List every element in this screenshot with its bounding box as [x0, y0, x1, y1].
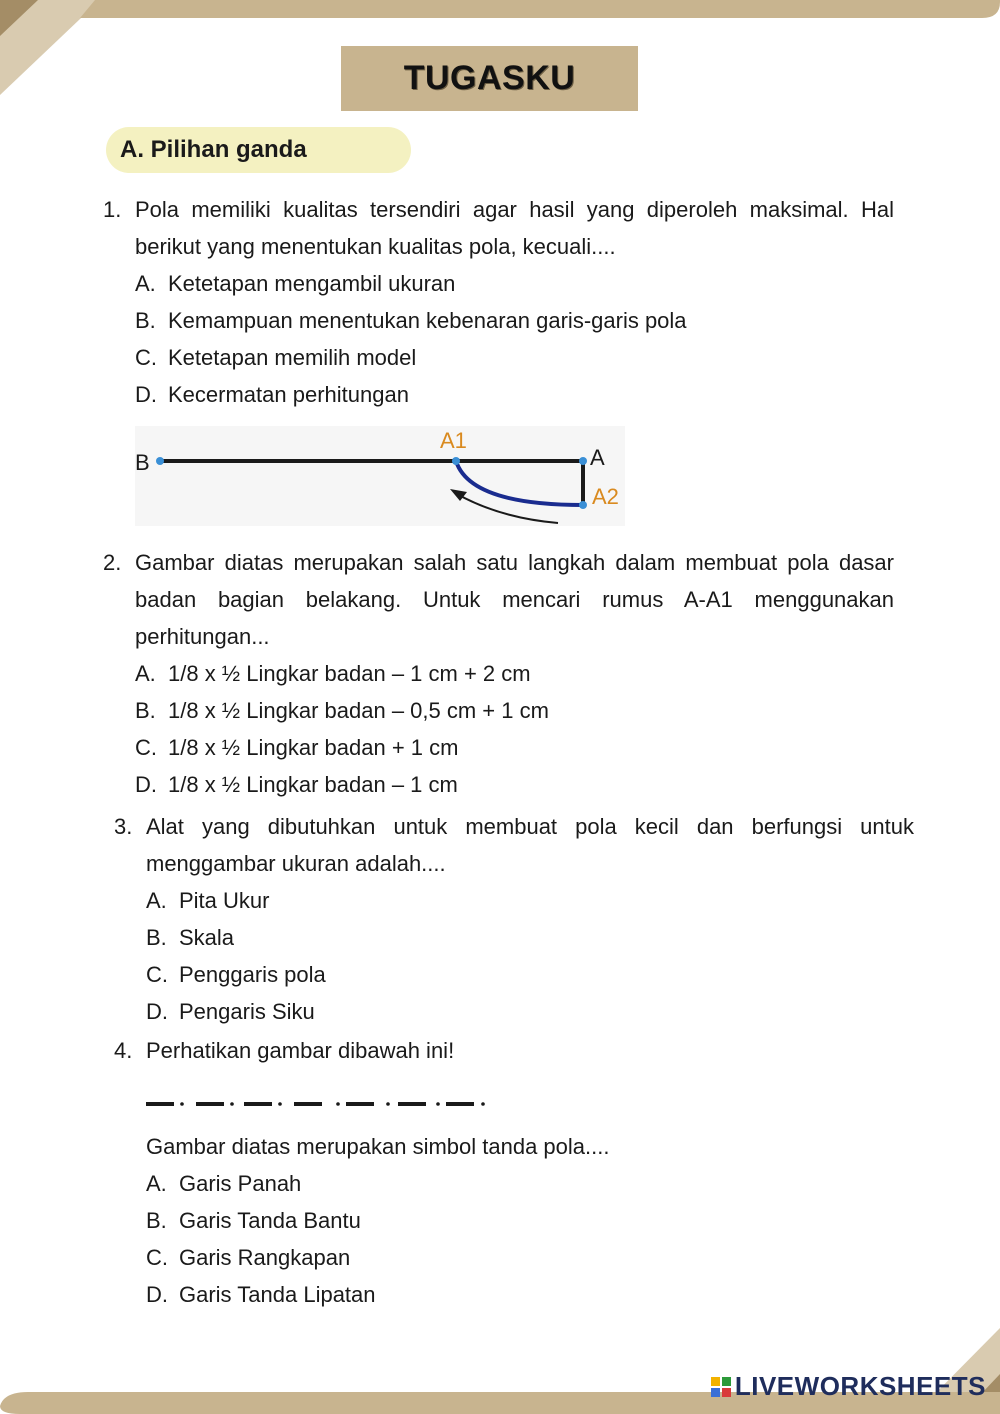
pattern-symbol-dash-dot-line	[146, 1097, 491, 1111]
page-title: TUGASKU	[403, 59, 576, 97]
point-a2	[579, 501, 587, 509]
option-d[interactable]: D. 1/8 x ½ Lingkar badan – 1 cm	[135, 772, 458, 797]
question-1	[103, 191, 894, 413]
liveworksheets-icon	[711, 1377, 731, 1397]
label-b: B	[135, 450, 150, 475]
label-a1: A1	[440, 428, 467, 453]
pattern-diagram	[135, 426, 625, 526]
label-a2: A2	[592, 484, 619, 509]
option-d[interactable]: D. Pengaris Siku	[146, 999, 315, 1024]
option-c[interactable]: C. Penggaris pola	[146, 962, 326, 987]
question-2	[103, 544, 894, 803]
option-a[interactable]: A. 1/8 x ½ Lingkar badan – 1 cm + 2 cm	[135, 661, 531, 686]
option-b[interactable]: B. Skala	[146, 925, 235, 950]
option-a[interactable]: A. Ketetapan mengambil ukuran	[135, 271, 456, 296]
liveworksheets-logo[interactable]	[711, 1371, 986, 1402]
question-number: 3.	[114, 814, 133, 839]
question-3	[114, 808, 914, 1030]
question-number: 2.	[103, 550, 122, 575]
question-text: Alat yang dibutuhkan untuk membuat pola kecil dan berfungsi untuk menggambar ukuran adalah....	[146, 814, 914, 876]
footer-brand: LIVEWORKSHEETS	[734, 1371, 986, 1401]
question-text: Gambar diatas merupakan salah satu langkah dalam membuat pola dasar badan bagian belakang. Untuk mencari rumus A-A1 menggunakan perhitungan...	[135, 550, 894, 649]
point-a1	[452, 457, 460, 465]
question-4-body	[146, 1128, 906, 1313]
section-label: A. Pilihan ganda	[106, 127, 411, 173]
option-c[interactable]: C. Ketetapan memilih model	[135, 345, 417, 370]
question-subtext: Gambar diatas merupakan simbol tanda pola....	[146, 1134, 610, 1159]
option-b[interactable]: B. Garis Tanda Bantu	[146, 1208, 361, 1233]
option-c[interactable]: C. 1/8 x ½ Lingkar badan + 1 cm	[135, 735, 459, 760]
question-4	[114, 1032, 914, 1069]
question-text: Pola memiliki kualitas tersendiri agar hasil yang diperoleh maksimal. Hal berikut yang menentukan kualitas pola, kecuali....	[135, 197, 894, 259]
point-b	[156, 457, 164, 465]
option-b[interactable]: B. Kemampuan menentukan kebenaran garis-garis pola	[135, 308, 687, 333]
question-number: 4.	[114, 1038, 133, 1063]
option-b[interactable]: B. 1/8 x ½ Lingkar badan – 0,5 cm + 1 cm	[135, 698, 549, 723]
point-a	[579, 457, 587, 465]
option-d[interactable]: D. Garis Tanda Lipatan	[146, 1282, 376, 1307]
label-a: A	[590, 445, 605, 470]
question-number: 1.	[103, 197, 122, 222]
option-a[interactable]: A. Pita Ukur	[146, 888, 270, 913]
question-text: Perhatikan gambar dibawah ini!	[146, 1038, 455, 1063]
option-c[interactable]: C. Garis Rangkapan	[146, 1245, 351, 1270]
option-d[interactable]: D. Kecermatan perhitungan	[135, 382, 409, 407]
title-banner	[341, 46, 638, 111]
option-a[interactable]: A. Garis Panah	[146, 1171, 302, 1196]
